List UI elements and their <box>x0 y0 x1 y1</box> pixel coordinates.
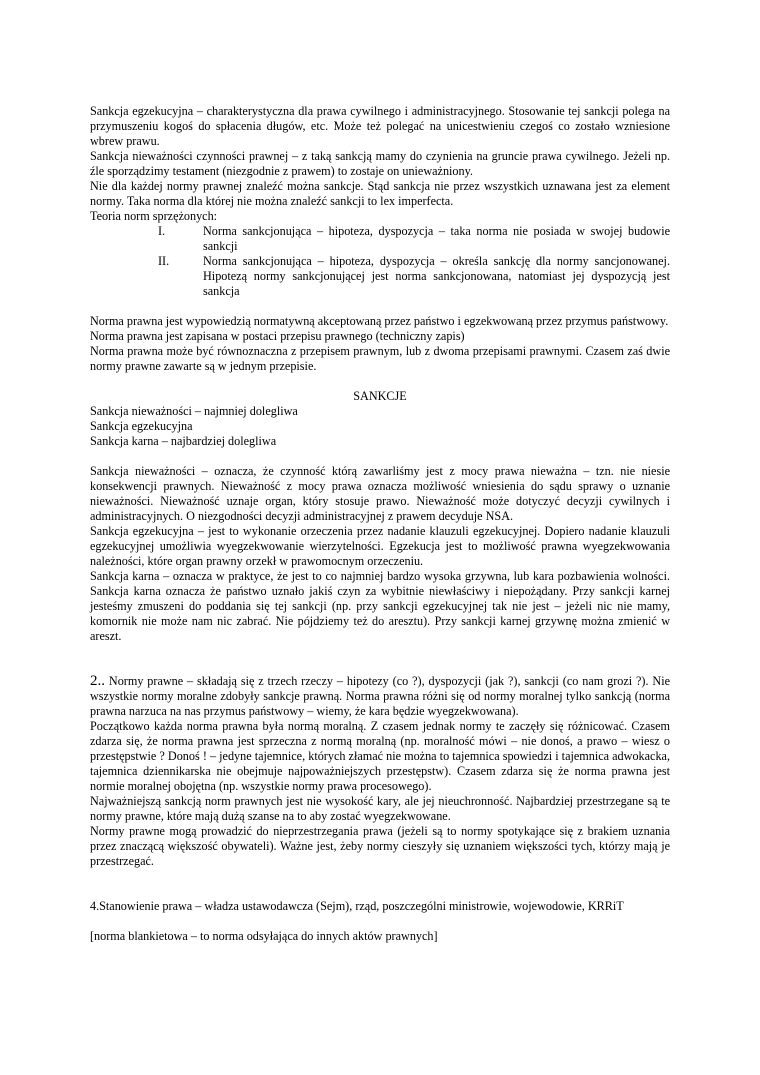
list-item <box>158 254 670 299</box>
paragraph: Sankcja nieważności czynności prawnej – z taką sankcją mamy do czynienia na gruncie prawa cywilnego. Jeżeli np. źle sporządzimy testament (niezgodnie z prawem) to zostaje on unieważniony. <box>90 149 670 178</box>
list-number: II. <box>158 254 170 268</box>
section-4-paragraph: 4.Stanowienie prawa – władza ustawodawcza (Sejm), rząd, poszczególni ministrowie, wojewodowie, KRRiT <box>90 899 624 913</box>
list-number: I. <box>158 224 166 238</box>
list-text: Norma sankcjonująca – hipoteza, dyspozycja – taka norma nie posiada w swojej budowie sankcji <box>203 224 670 253</box>
paragraph: Sankcja egzekucyjna – jest to wykonanie orzeczenia przez nadanie klauzuli egzekucyjnej. Dopiero nadanie klauzuli egzekucyjnej umożliwia wyegzekwowanie wierzytelności. Egzekucja jest to możliwość prawna wyegzekwowania należności, które organ prawny orzekł w prawomocnym orzeczeniu. <box>90 524 670 568</box>
theory-list <box>90 224 670 299</box>
paragraph: Norma prawna jest zapisana w postaci przepisu prawnego (techniczny zapis) <box>90 329 465 343</box>
note-paragraph: [norma blankietowa – to norma odsyłająca do innych aktów prawnych] <box>90 929 438 943</box>
section-number: 2.. <box>90 673 105 689</box>
paragraph: Teoria norm sprzężonych: <box>90 209 218 223</box>
paragraph: Norma prawna może być równoznaczna z przepisem prawnym, lub z dwoma przepisami prawnymi. Czasem zaś dwie normy prawne zawarte są w jednym przepisie. <box>90 344 670 373</box>
sankcje-item: Sankcja karna – najbardziej dolegliwa <box>90 434 277 448</box>
spacer <box>90 299 670 314</box>
spacer <box>90 644 670 674</box>
paragraph: Sankcja egzekucyjna – charakterystyczna dla prawa cywilnego i administracyjnego. Stosowanie tej sankcji polega na przymuszeniu kogoś do spłacenia długów, etc. Może też polegać na unicestwieniu czegoś co zostało wzniesione wbrew prawu. <box>90 104 670 148</box>
spacer <box>90 914 670 929</box>
paragraph: Sankcja nieważności – oznacza, że czynność którą zawarliśmy jest z mocy prawa nieważna – tzn. nie niesie konsekwencji prawnych. Nieważność z mocy prawa oznacza możliwość wniesienia do sądu sprawy o uznanie nieważności. Nieważność uznaje organ, który stosuje prawo. Nieważność może dotyczyć decyzji cywilnych i administracyjnych. O niezgodności decyzji administracyjnej z prawem decyduje NSA. <box>90 464 670 523</box>
section-text: Normy prawne – składają się z trzech rzeczy – hipotezy (co ?), dyspozycji (jak ?), sankcji (co nam grozi ?). Nie wszystkie normy moralne zdobyły sankcje prawną. Norma prawna różni się od normy moralnej tylko sankcją (norma prawna narzuca na nas przymus państwowy – wiemy, że kara będzie wyegzekwowana). <box>90 674 671 718</box>
list-text: Norma sankcjonująca – hipoteza, dyspozycja – określa sankcję dla normy sancjonowanej. Hipotezą normy sankcjonującej jest norma sankcjonowana, natomiast jej dyspozycją jest sankcja <box>203 254 670 298</box>
paragraph: Najważniejszą sankcją norm prawnych jest nie wysokość kary, ale jej nieuchronność. Najbardziej przestrzegane są te normy prawne, które mają dużą szanse na to aby zostać wyegzekwowane. <box>90 794 670 823</box>
spacer <box>90 374 670 389</box>
paragraph: Nie dla każdej normy prawnej znaleźć można sankcje. Stąd sankcja nie przez wszystkich uznawana jest za element normy. Taka norma dla której nie można znaleźć sankcji to lex imperfecta. <box>90 179 670 208</box>
paragraph: Norma prawna jest wypowiedzią normatywną akceptowaną przez państwo i egzekwowaną przez przymus państwowy. <box>90 314 669 328</box>
paragraph: Sankcja karna – oznacza w praktyce, że jest to co najmniej bardzo wysoka grzywna, lub kara pozbawienia wolności. Sankcja karna oznacza że państwo uznało jakiś czyn za wybitnie niewłaściwy i niepożądany. Przy sankcji karnej jesteśmy zmuszeni do poddania się tej sankcji (np. przy sankcji egzekucyjnej tak nie jest – jeżeli nic nie mamy, komornik nie może nam nic zabrać. Nie pójdziemy też do aresztu). Przy sankcji karnej grzywnę można zmienić w areszt. <box>90 569 670 643</box>
sankcje-item: Sankcja egzekucyjna <box>90 419 193 433</box>
spacer <box>90 869 670 899</box>
paragraph: Początkowo każda norma prawna była normą moralną. Z czasem jednak normy te zaczęły się różnicować. Czasem zdarza się, że norma prawna jest sprzeczna z normą moralną (np. moralność mówi – nie donoś, a prawo – wiesz o przestępstwie ? Donoś ! – jedyne tajemnice, których złamać nie można to tajemnica spowiedzi i tajemnica adwokacka, tajemnica dziennikarska nie obejmuje najpoważniejszych przestępstw). Czasem zdarza się że norma prawna jest normie moralnej obojętna (np. wszystkie normy prawa procesowego). <box>90 719 670 793</box>
list-item <box>158 224 670 254</box>
section-2-paragraph <box>90 674 670 719</box>
sankcje-heading: SANKCJE <box>353 389 407 403</box>
sankcje-item: Sankcja nieważności – najmniej dolegliwa <box>90 404 298 418</box>
document-page <box>90 104 670 944</box>
spacer <box>90 449 670 464</box>
paragraph: Normy prawne mogą prowadzić do nieprzestrzegania prawa (jeżeli są to normy spotykające się z brakiem uznania przez znaczącą większość obywateli). Ważne jest, żeby normy cieszyły się uznaniem większości tych, którzy mają je przestrzegać. <box>90 824 670 868</box>
